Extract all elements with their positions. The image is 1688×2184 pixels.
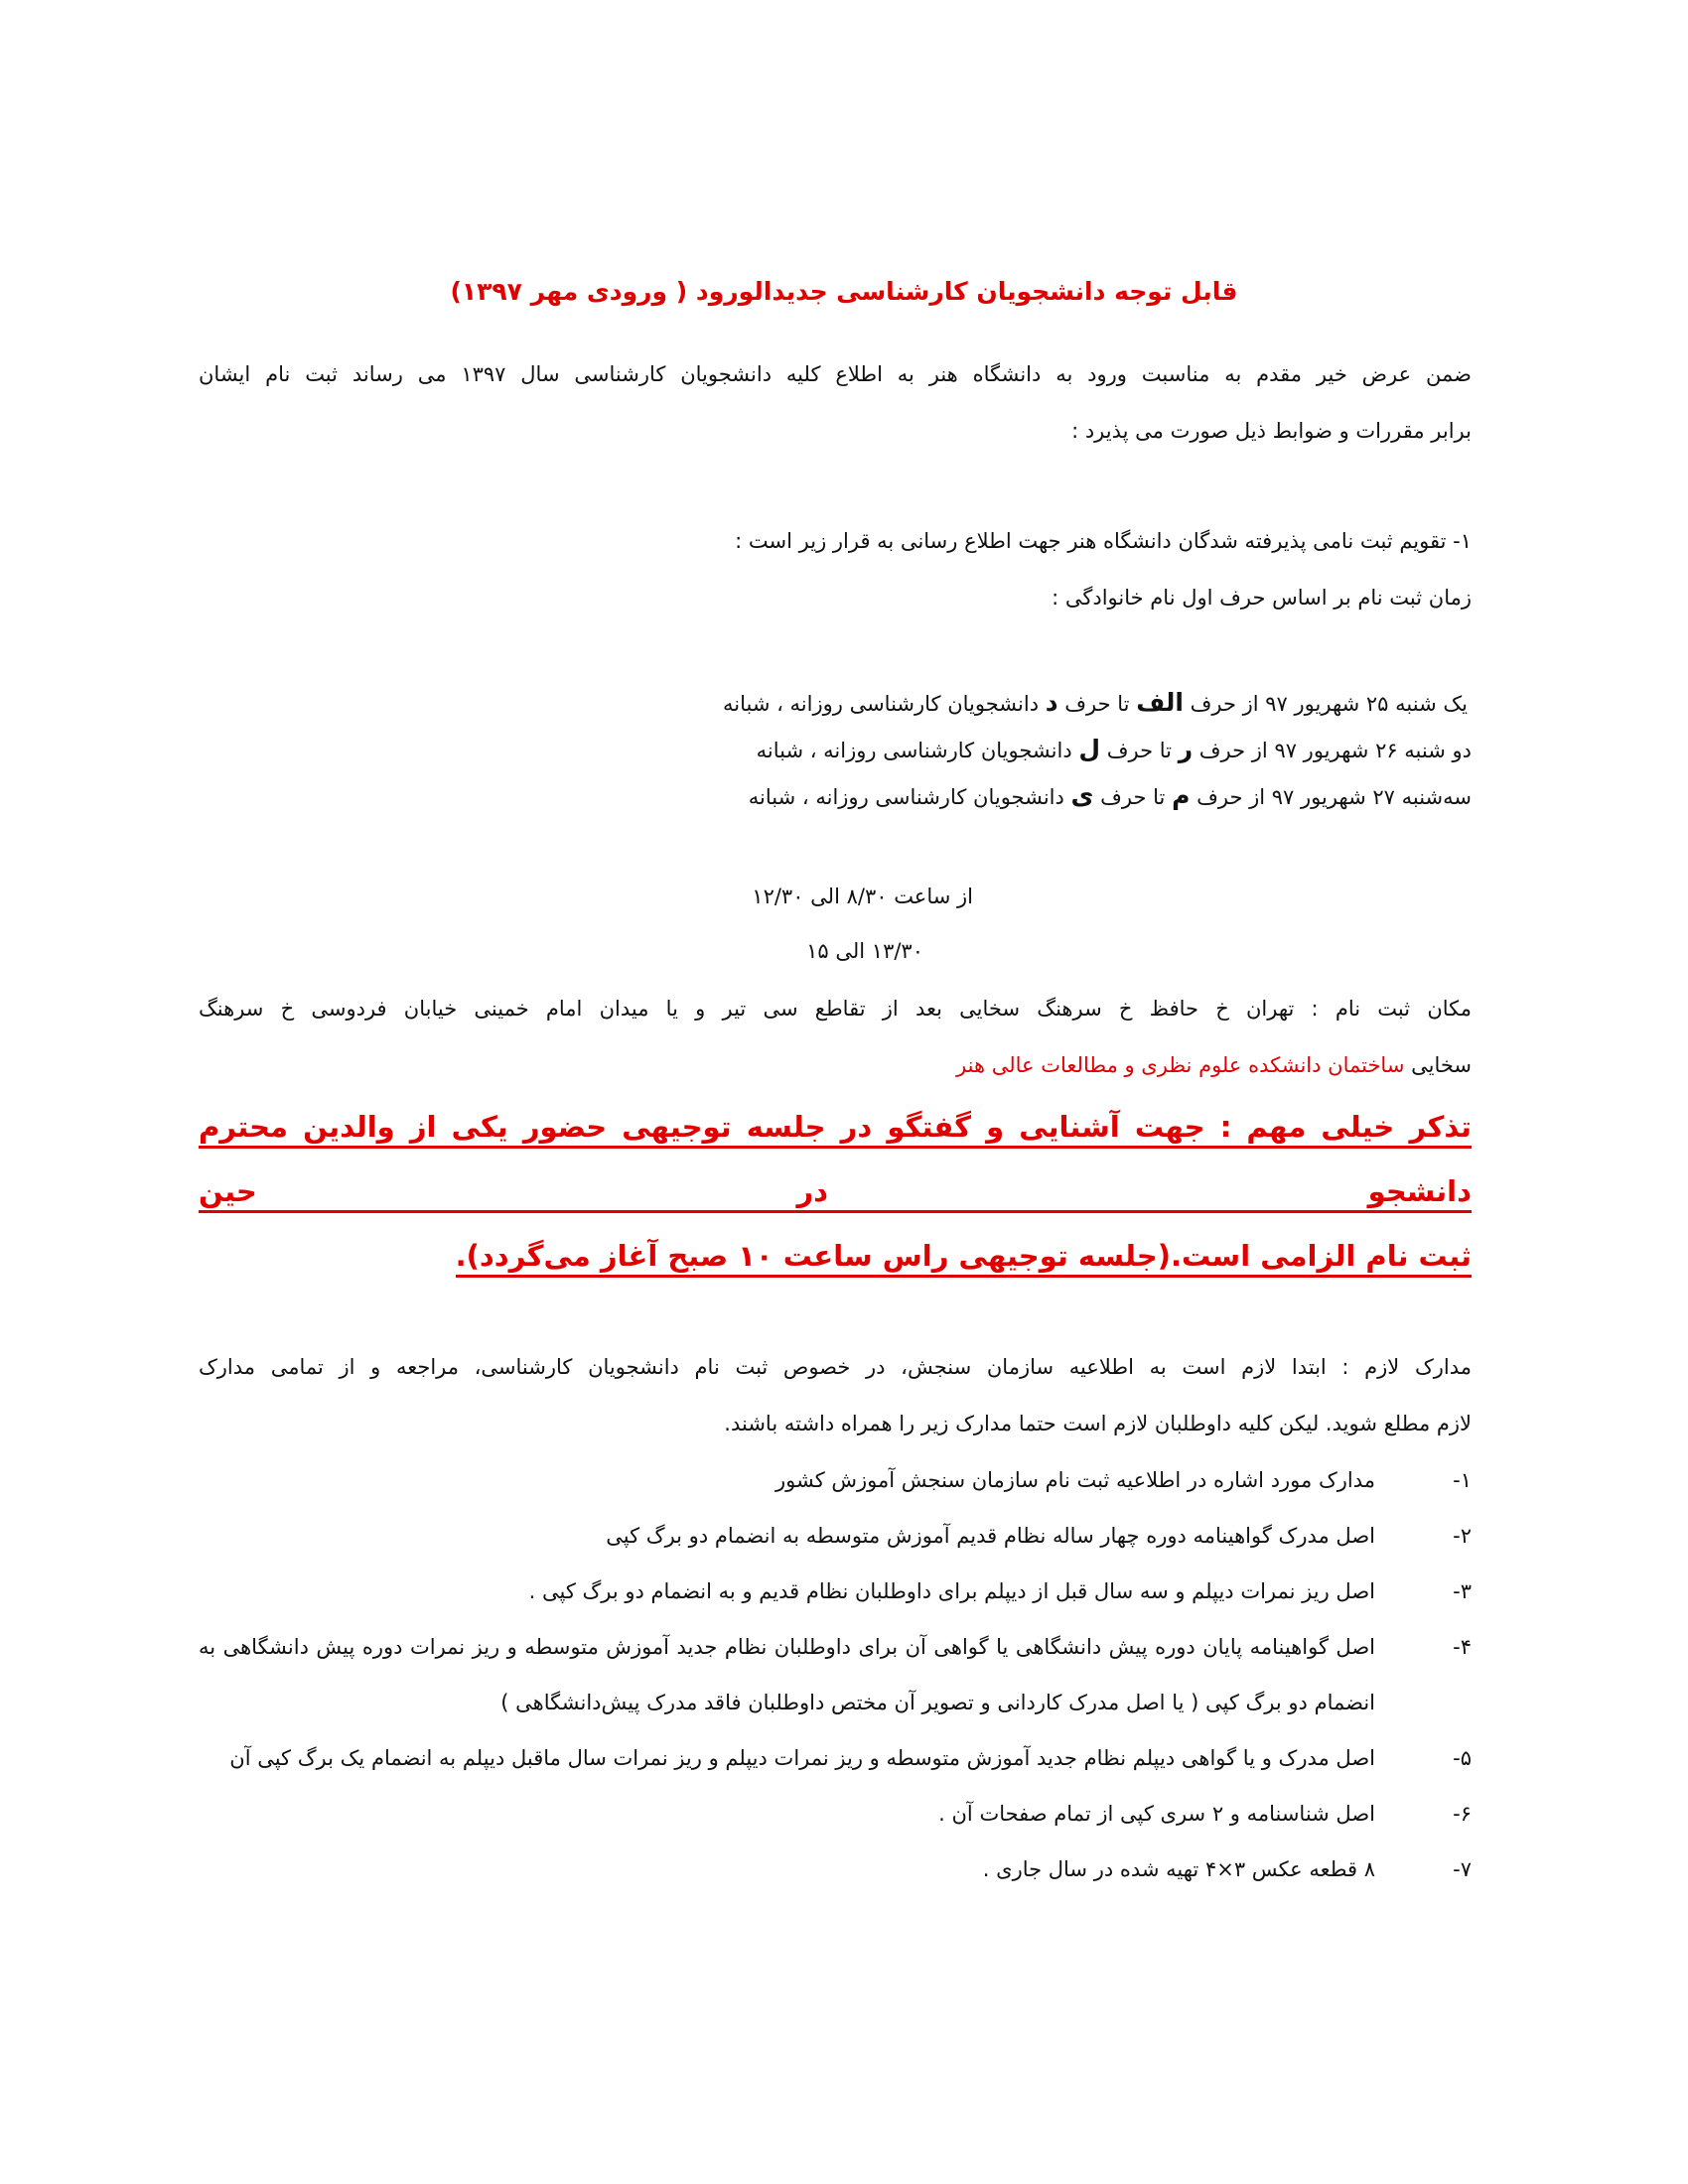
item-text: اصل گواهینامه پایان دوره پیش دانشگاهی یا گواهی آن برای داوطلبان نظام جدید آموزش متوسطه و ریز نمرات دوره پیش دانشگاهی به انضمام دو برگ کپی ( یا اصل مدرک کاردانی و تصویر آن مختص داوطلبان فاقد مدرک پیش‌دانشگاهی ) — [199, 1635, 1375, 1714]
list-item — [199, 1842, 1472, 1897]
documents-intro-line-1: مدارک لازم : ابتدا لازم است به اطلاعیه سازمان سنجش، در خصوص ثبت نام دانشجویان کارشناسی، مراجعه و از تمامی مدارک — [199, 1355, 1472, 1379]
schedule-row — [199, 727, 1472, 773]
item-number: ۳- — [1453, 1579, 1472, 1603]
schedule — [199, 680, 1472, 820]
section1-heading: ۱- تقویم ثبت نامی پذیرفته شدگان دانشگاه هنر جهت اطلاع رسانی به قرار زیر است : — [735, 529, 1472, 553]
letter-from: ر — [1178, 735, 1194, 763]
item-text: اصل ریز نمرات دیپلم و سه سال قبل از دیپلم برای داوطلبان نظام قدیم و به انضمام دو برگ کپی . — [528, 1579, 1375, 1603]
schedule-mid: تا حرف — [1093, 785, 1173, 809]
schedule-row — [199, 773, 1472, 820]
hours-afternoon: ۱۳/۳۰ الی ۱۵ — [806, 939, 923, 963]
schedule-date: دو شنبه ۲۶ شهریور ۹۷ از حرف — [1193, 739, 1472, 762]
item-text: اصل مدرک گواهینامه دوره چهار ساله نظام قدیم آموزش متوسطه به انضمام دو برگ کپی — [606, 1524, 1375, 1548]
list-item — [199, 1452, 1472, 1508]
page-title: قابل توجه دانشجویان کارشناسی جدیدالورود ( ورودی مهر ۱۳۹۷) — [450, 277, 1238, 306]
documents-intro-line-2: لازم مطلع شوید. لیکن کلیه داوطلبان لازم است حتما مدارک زیر را همراه داشته باشند. — [724, 1412, 1472, 1435]
location-line-2 — [199, 1037, 1472, 1094]
item-text: مدارک مورد اشاره در اطلاعیه ثبت نام سازمان سنجش آموزش کشور — [775, 1468, 1375, 1492]
important-notice-line-2 — [199, 1224, 1472, 1289]
notice-text: ثبت نام الزامی است.(جلسه توجیهی راس ساعت ۱۰ صبح آغاز می‌گردد). — [456, 1239, 1472, 1278]
item-text: اصل شناسنامه و ۲ سری کپی از تمام صفحات آن . — [938, 1802, 1375, 1826]
intro-line-2: برابر مقررات و ضوابط ذیل صورت می پذیرد : — [1071, 419, 1472, 443]
schedule-programs: دانشجویان کارشناسی روزانه ، شبانه — [756, 739, 1079, 762]
item-text: اصل مدرک و یا گواهی دیپلم نظام جدید آموزش متوسطه و ریز نمرات دیپلم و ریز نمرات سال ماقبل دیپلم به انضمام یک برگ کپی آن — [229, 1746, 1375, 1770]
section1 — [199, 513, 1472, 626]
intro — [199, 346, 1472, 460]
important-notice-line-1 — [199, 1095, 1472, 1224]
hours — [199, 870, 1472, 979]
item-number: ۱- — [1453, 1468, 1472, 1492]
letter-to: ی — [1070, 781, 1094, 810]
schedule-row — [199, 680, 1472, 727]
letter-from: م — [1172, 781, 1191, 810]
schedule-programs: دانشجویان کارشناسی روزانه ، شبانه — [722, 692, 1046, 716]
list-item — [199, 1508, 1472, 1564]
location-building: ساختمان دانشکده علوم نظری و مطالعات عالی هنر — [956, 1053, 1405, 1077]
list-item — [199, 1619, 1472, 1730]
intro-line-1: ضمن عرض خیر مقدم به مناسبت ورود به دانشگاه هنر به اطلاع کلیه دانشجویان کارشناسی سال ۱۳۹۷ می رساند ثبت نام ایشان — [199, 362, 1472, 386]
item-number: ۷- — [1453, 1857, 1472, 1881]
letter-from: الف — [1136, 688, 1184, 717]
letter-to: ل — [1078, 735, 1101, 763]
schedule-date: سه‌شنبه ۲۷ شهریور ۹۷ از حرف — [1190, 785, 1472, 809]
item-text: ۸ قطعه عکس ۳×۴ تهیه شده در سال جاری . — [982, 1857, 1375, 1881]
list-item — [199, 1730, 1472, 1786]
location-line-1: مکان ثبت نام : تهران خ حافظ خ سرهنگ سخایی بعد از تقاطع سی تیر و یا میدان امام خمینی خیابان فردوسی خ سرهنگ — [199, 997, 1472, 1021]
document-body — [199, 272, 1472, 1897]
item-number: ۲- — [1453, 1524, 1472, 1548]
item-number: ۴- — [1453, 1635, 1472, 1659]
section1-subheading: زمان ثبت نام بر اساس حرف اول نام خانوادگی : — [1052, 586, 1472, 610]
location-street: سخایی — [1404, 1053, 1472, 1077]
documents-intro — [199, 1339, 1472, 1452]
list-item — [199, 1786, 1472, 1842]
hours-morning: از ساعت ۸/۳۰ الی ۱۲/۳۰ — [752, 885, 973, 908]
item-number: ۵- — [1453, 1746, 1472, 1770]
list-item — [199, 1564, 1472, 1619]
schedule-mid: تا حرف — [1100, 739, 1179, 762]
important-notice — [199, 1095, 1472, 1289]
schedule-mid: تا حرف — [1057, 692, 1137, 716]
notice-text: تذکر خیلی مهم : جهت آشنایی و گفتگو در جلسه توجیهی حضور یکی از والدین محترم دانشجو در حین — [199, 1110, 1472, 1213]
schedule-date: یک شنبه ۲۵ شهریور ۹۷ از حرف — [1183, 692, 1468, 716]
letter-to: د — [1045, 688, 1058, 717]
schedule-programs: دانشجویان کارشناسی روزانه ، شبانه — [748, 785, 1071, 809]
item-number: ۶- — [1453, 1802, 1472, 1826]
location — [199, 981, 1472, 1094]
documents-list — [199, 1452, 1472, 1897]
